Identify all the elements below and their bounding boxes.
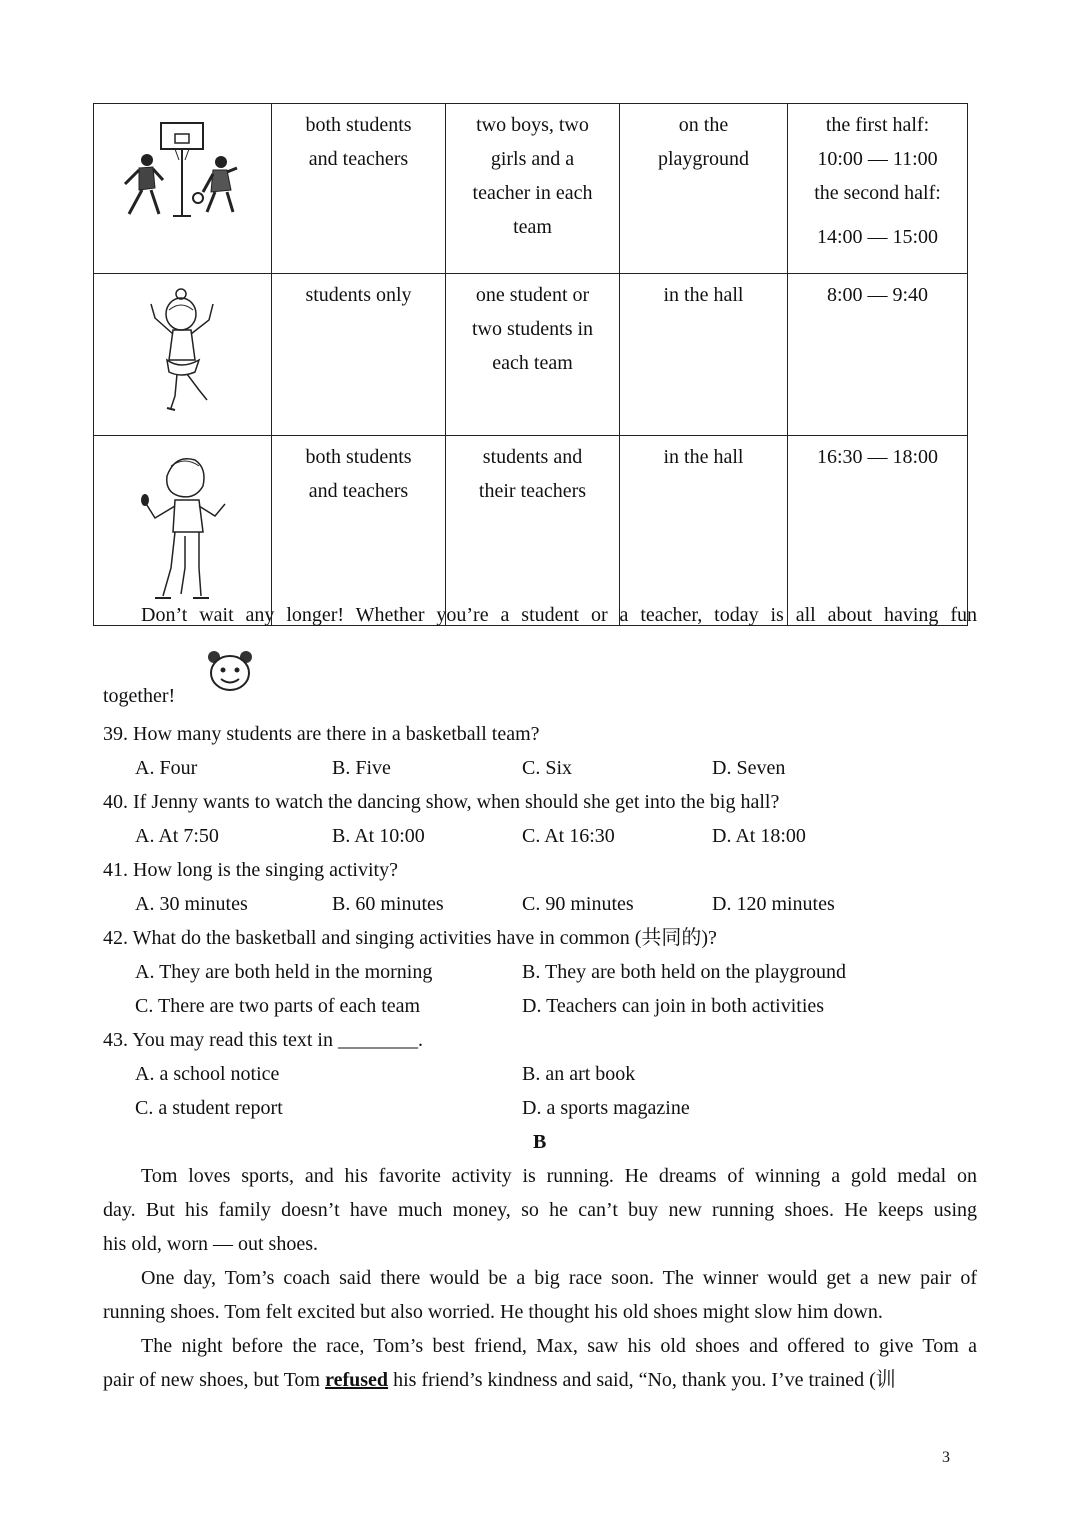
dancing-picture-cell xyxy=(94,274,272,436)
option-43-a: A. a school notice xyxy=(135,1063,280,1085)
section-b-paragraph-3 xyxy=(103,1329,977,1397)
option-42-a: A. They are both held in the morning xyxy=(135,961,433,983)
option-39-a: A. Four xyxy=(135,757,198,779)
option-40-c: C. At 16:30 xyxy=(522,825,615,847)
table-row-singing xyxy=(94,436,968,626)
cell-line: both students xyxy=(305,114,412,136)
text-run: his friend’s kindness and said, “No, thank you. I’ve trained (训 xyxy=(388,1369,896,1391)
cell-line: the second half: xyxy=(814,182,941,204)
closing-line-2: together! xyxy=(103,685,176,707)
cell-line: in the hall xyxy=(663,446,744,468)
team-cell xyxy=(446,104,620,274)
option-42-b: B. They are both held on the playground xyxy=(522,961,847,983)
question-42: 42. What do the basketball and singing activities have in common (共同的)? xyxy=(103,927,717,949)
table-row-basketball xyxy=(94,104,968,274)
paragraph-line: his old, worn — out shoes. xyxy=(103,1233,318,1255)
cell-line: two boys, two xyxy=(476,114,589,136)
paragraph-line: day. But his family doesn’t have much money, so he can’t buy new running shoes. He keeps using xyxy=(103,1199,977,1221)
question-40: 40. If Jenny wants to watch the dancing show, when should she get into the big hall? xyxy=(103,791,780,813)
cell-line: students only xyxy=(305,284,412,306)
who-cell xyxy=(272,104,446,274)
who-cell xyxy=(272,274,446,436)
option-41-c: C. 90 minutes xyxy=(522,893,634,915)
option-43-c: C. a student report xyxy=(135,1097,283,1119)
cell-line: 10:00 — 11:00 xyxy=(817,148,938,170)
who-cell xyxy=(272,436,446,626)
cell-line: each team xyxy=(492,352,573,374)
closing-paragraph xyxy=(103,598,977,632)
option-41-a: A. 30 minutes xyxy=(135,893,248,915)
closing-line-1: Don’t wait any longer! Whether you’re a student or a teacher, today is all about having fun xyxy=(141,604,977,626)
section-b-paragraph-1 xyxy=(103,1159,977,1261)
cell-line: 8:00 — 9:40 xyxy=(826,284,929,306)
cell-line: 14:00 — 15:00 xyxy=(816,226,939,248)
team-cell xyxy=(446,274,620,436)
cell-line: 16:30 — 18:00 xyxy=(816,446,939,468)
paragraph-line: Tom loves sports, and his favorite activity is running. He dreams of winning a gold medal on xyxy=(141,1165,977,1187)
cell-line: girls and a xyxy=(490,148,575,170)
singing-picture-cell xyxy=(94,436,272,626)
cell-line: both students xyxy=(305,446,412,468)
option-40-d: D. At 18:00 xyxy=(712,825,806,847)
team-cell xyxy=(446,436,620,626)
basketball-players-icon xyxy=(95,104,271,262)
basketball-picture-cell xyxy=(94,104,272,274)
place-cell xyxy=(620,436,788,626)
activity-table xyxy=(93,103,968,626)
time-cell xyxy=(788,274,968,436)
option-40-b: B. At 10:00 xyxy=(332,825,425,847)
cell-line: on the xyxy=(678,114,729,136)
question-41: 41. How long is the singing activity? xyxy=(103,859,398,881)
cell-line: one student or xyxy=(475,284,590,306)
option-41-b: B. 60 minutes xyxy=(332,893,444,915)
paragraph-line: One day, Tom’s coach said there would be a big race soon. The winner would get a new pair of xyxy=(141,1267,977,1289)
time-cell xyxy=(788,436,968,626)
cell-line: and teachers xyxy=(308,480,409,502)
option-43-d: D. a sports magazine xyxy=(522,1097,690,1119)
cell-line: teacher in each xyxy=(472,182,593,204)
time-cell xyxy=(788,104,968,274)
cell-line: their teachers xyxy=(478,480,587,502)
option-43-b: B. an art book xyxy=(522,1063,636,1085)
cell-line: and teachers xyxy=(308,148,409,170)
text-run: pair of new shoes, but Tom xyxy=(103,1369,326,1391)
option-39-d: D. Seven xyxy=(712,757,786,779)
cell-line: the first half: xyxy=(825,114,930,136)
dancing-girl-icon xyxy=(95,274,271,424)
place-cell xyxy=(620,274,788,436)
option-42-c: C. There are two parts of each team xyxy=(135,995,421,1017)
section-b-paragraph-2 xyxy=(103,1261,977,1329)
option-39-c: C. Six xyxy=(522,757,573,779)
singing-girl-icon xyxy=(95,436,271,614)
question-39: 39. How many students are there in a basketball team? xyxy=(103,723,540,745)
cell-line: in the hall xyxy=(663,284,744,306)
option-42-d: D. Teachers can join in both activities xyxy=(522,995,825,1017)
paragraph-line: running shoes. Tom felt excited but also worried. He thought his old shoes might slow him down. xyxy=(103,1301,883,1323)
cell-line: two students in xyxy=(471,318,594,340)
section-b-heading: B xyxy=(533,1131,547,1153)
page-number: 3 xyxy=(942,1449,950,1466)
cell-line: team xyxy=(513,216,552,238)
cell-line: playground xyxy=(657,148,750,170)
option-39-b: B. Five xyxy=(332,757,391,779)
paragraph-line xyxy=(103,1363,977,1397)
cell-line: students and xyxy=(482,446,583,468)
table-row-dancing xyxy=(94,274,968,436)
smiley-face-icon xyxy=(204,648,256,694)
question-43: 43. You may read this text in ________. xyxy=(103,1029,423,1051)
paragraph-line: The night before the race, Tom’s best friend, Max, saw his old shoes and offered to give Tom a xyxy=(141,1335,977,1357)
option-41-d: D. 120 minutes xyxy=(712,893,835,915)
place-cell xyxy=(620,104,788,274)
option-40-a: A. At 7:50 xyxy=(135,825,219,847)
keyword-refused: refused xyxy=(325,1369,389,1391)
